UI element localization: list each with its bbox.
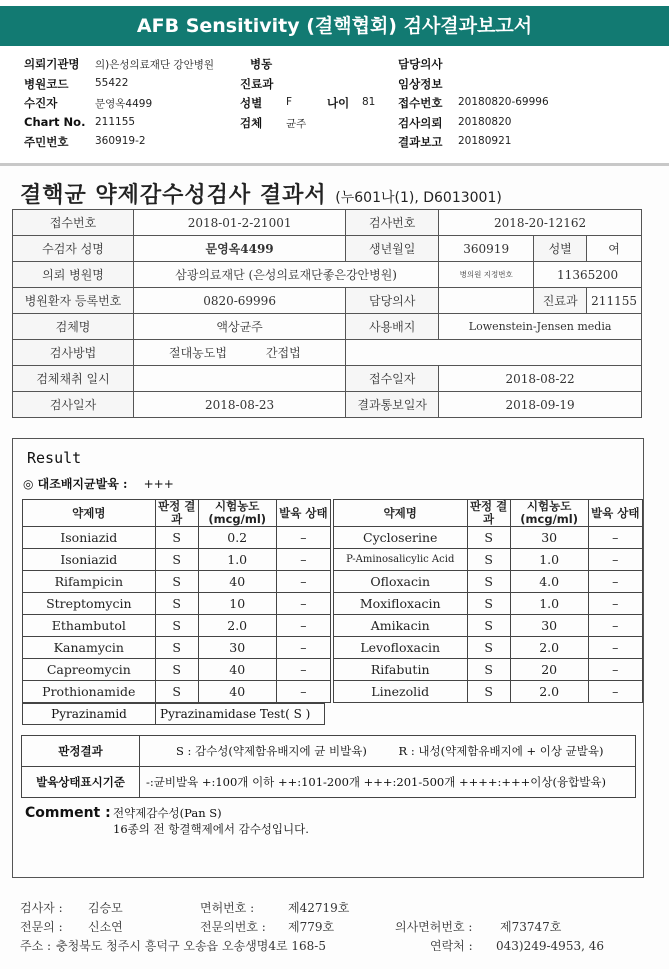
- sex-value: F: [286, 96, 293, 108]
- drug-concentration: 30: [198, 637, 276, 659]
- drug-growth: –: [276, 659, 330, 681]
- col-drug-left: 약제명: [23, 500, 156, 527]
- drug-name: Prothionamide: [23, 681, 156, 703]
- accept-date: 2018-08-22: [439, 366, 642, 392]
- drug-result: S: [467, 615, 510, 637]
- drug-concentration: 40: [198, 571, 276, 593]
- culture-growth: [23, 475, 174, 492]
- dob: 360919: [439, 236, 534, 262]
- ward-label: 병동: [250, 57, 273, 71]
- drug-name: Ethambutol: [23, 615, 156, 637]
- drug-growth: –: [588, 681, 642, 703]
- drug-name: Levofloxacin: [333, 637, 467, 659]
- header-info: [0, 52, 669, 156]
- specialist-label: 전문의 :: [20, 920, 63, 934]
- specialist-license: 제779호: [288, 920, 335, 934]
- result-box: [12, 438, 644, 878]
- comment-line-1: 전약제감수성(Pan S): [113, 806, 222, 820]
- reg-no-label: 병원환자 등록번호: [13, 288, 134, 314]
- report-title: [20, 178, 502, 209]
- license-label: 면허번호 :: [200, 901, 255, 915]
- doctor-label: 담당의사: [346, 288, 439, 314]
- drug-result: S: [467, 571, 510, 593]
- col-growth-right: 발육 상태: [588, 500, 642, 527]
- specimen-value: 균주: [286, 118, 307, 130]
- contact: 043)249-4953, 46: [496, 939, 604, 953]
- resident-no-label: 주민번호: [24, 135, 69, 149]
- drug-result: S: [155, 681, 198, 703]
- sex-label: 성별: [240, 96, 263, 110]
- drug-name: Rifampicin: [23, 571, 156, 593]
- collector-label: 수진자: [24, 96, 58, 110]
- doctor-license-label: 의사면허번호 :: [395, 920, 473, 934]
- dept-label: 진료과: [534, 288, 587, 314]
- drug-name: Amikacin: [333, 615, 467, 637]
- report-date-label: 결과보고: [398, 135, 443, 149]
- drug-growth: –: [588, 527, 642, 549]
- method-empty: [346, 340, 642, 366]
- doctor-label: 담당의사: [398, 57, 443, 71]
- drug-growth: –: [276, 637, 330, 659]
- notify-label: 결과통보일자: [346, 392, 439, 418]
- resident-no-value: 360919-2: [95, 135, 146, 147]
- specimen: 액상균주: [134, 314, 346, 340]
- hospital-label: 의뢰 병원명: [13, 262, 134, 288]
- dept-label: 진료과: [240, 77, 274, 91]
- drug-result: S: [467, 659, 510, 681]
- collect-value: [134, 366, 346, 392]
- specimen-label: 검체명: [13, 314, 134, 340]
- drug-name: Isoniazid: [23, 527, 156, 549]
- method-absolute: 절대농도법: [134, 340, 262, 366]
- table-row: [23, 681, 643, 703]
- receipt-no-label: 접수번호: [13, 210, 134, 236]
- growth-legend-text: -:균비발육 +:100개 이하 ++:101-200개 +++:201-500개 ++++:+++이상(융합발육): [140, 767, 636, 798]
- hospital-code-label: 병원코드: [24, 77, 69, 91]
- drug-concentration: 40: [198, 681, 276, 703]
- institution-value: 의)은성의료재단 강안병원: [95, 59, 215, 71]
- drug-concentration: 2.0: [510, 637, 588, 659]
- hospital-code-value: 55422: [95, 77, 129, 89]
- drug-rows: [23, 527, 643, 703]
- examiner-label: 검사자 :: [20, 901, 63, 915]
- drug-growth: –: [276, 681, 330, 703]
- test-no-label: 검사번호: [346, 210, 439, 236]
- judge-r: R : 내성(약제함유배지에 + 이상 균발육): [398, 744, 604, 758]
- drug-result: S: [155, 615, 198, 637]
- test-no: 2018-20-12162: [439, 210, 642, 236]
- drug-concentration: 30: [510, 527, 588, 549]
- drug-growth: –: [588, 637, 642, 659]
- collector-value: 문영옥4499: [95, 98, 153, 110]
- pyrazinamid-row: [22, 703, 325, 725]
- drug-growth: –: [588, 615, 642, 637]
- drug-name: Linezolid: [333, 681, 467, 703]
- report-banner: AFB Sensitivity (결핵협회) 검사결과보고서: [0, 6, 669, 46]
- col-conc-right: 시험농도 (mcg/ml): [510, 500, 588, 527]
- method-label: 검사방법: [13, 340, 134, 366]
- col-conc-left: 시험농도 (mcg/ml): [198, 500, 276, 527]
- drug-concentration: 0.2: [198, 527, 276, 549]
- table-row: [23, 527, 643, 549]
- drug-result: S: [155, 571, 198, 593]
- culture-label: ◎ 대조배지균발육 :: [23, 477, 128, 491]
- doctor-value: [439, 288, 534, 314]
- drug-name: Ofloxacin: [333, 571, 467, 593]
- chart-no-label: Chart No.: [24, 115, 86, 129]
- pyrazinamid-result: Pyrazinamidase Test( S ): [156, 704, 325, 725]
- table-row: [23, 593, 643, 615]
- drug-name: Rifabutin: [333, 659, 467, 681]
- report-subtitle: (누601나(1), D6013001): [335, 190, 502, 206]
- drug-growth: –: [588, 549, 642, 571]
- drug-growth: –: [276, 527, 330, 549]
- drug-name: Streptomycin: [23, 593, 156, 615]
- drug-name: P-Aminosalicylic Acid: [333, 549, 467, 571]
- judge-s: S : 감수성(약제함유배지에 균 비발육): [176, 744, 367, 758]
- drug-concentration: 1.0: [510, 549, 588, 571]
- designated-no: 11365200: [534, 262, 642, 288]
- comment-line-2: 16종의 전 항결핵제에서 감수성입니다.: [113, 822, 309, 836]
- col-drug-right: 약제명: [333, 500, 467, 527]
- drug-result: S: [155, 527, 198, 549]
- drug-result: S: [155, 593, 198, 615]
- col-judge-left: 판정 결과: [155, 500, 198, 527]
- drug-name: Moxifloxacin: [333, 593, 467, 615]
- accept-label: 접수일자: [346, 366, 439, 392]
- drug-growth: –: [276, 615, 330, 637]
- age-value: 81: [362, 96, 376, 108]
- chart-no-value: 211155: [95, 116, 136, 128]
- drug-result: S: [467, 527, 510, 549]
- test-date: 2018-08-23: [134, 392, 346, 418]
- table-row: [23, 549, 643, 571]
- drug-concentration: 30: [510, 615, 588, 637]
- sex-label: 성별: [534, 236, 587, 262]
- specialist-license-label: 전문의번호 :: [200, 920, 266, 934]
- drug-growth: –: [276, 571, 330, 593]
- table-row: [23, 571, 643, 593]
- hospital: 삼광의료재단 (은성의료재단좋은강안병원): [134, 262, 439, 288]
- specialist: 신소연: [88, 920, 123, 934]
- table-row: [23, 615, 643, 637]
- drug-result: S: [155, 637, 198, 659]
- drug-concentration: 2.0: [198, 615, 276, 637]
- address: 충청북도 청주시 흥덕구 오송읍 오송생명4로 168-5: [56, 939, 326, 953]
- address-label: 주소 :: [20, 939, 52, 953]
- col-judge-right: 판정 결과: [467, 500, 510, 527]
- comment-text: [113, 805, 593, 837]
- drug-growth: –: [276, 593, 330, 615]
- drug-result: S: [155, 659, 198, 681]
- drug-result: S: [467, 549, 510, 571]
- drug-concentration: 1.0: [510, 593, 588, 615]
- culture-value: +++: [143, 477, 174, 491]
- drug-result: S: [467, 593, 510, 615]
- drug-concentration: 2.0: [510, 681, 588, 703]
- collect-label: 검체채취 일시: [13, 366, 134, 392]
- institution-label: 의뢰기관명: [24, 57, 80, 71]
- pyrazinamid-name: Pyrazinamid: [23, 704, 156, 725]
- patient-label: 수검자 성명: [13, 236, 134, 262]
- patient-info-table: [12, 209, 642, 418]
- drug-concentration: 40: [198, 659, 276, 681]
- result-title: Result: [27, 449, 82, 467]
- table-row: [23, 659, 643, 681]
- medium: Lowenstein-Jensen media: [439, 314, 642, 340]
- license: 제42719호: [288, 901, 350, 915]
- report-title-text: 결핵균 약제감수성검사 결과서: [20, 183, 327, 208]
- drug-name: Kanamycin: [23, 637, 156, 659]
- col-growth-left: 발육 상태: [276, 500, 330, 527]
- table-row: [23, 637, 643, 659]
- drug-name: Capreomycin: [23, 659, 156, 681]
- drug-result: S: [467, 681, 510, 703]
- drug-result: S: [467, 637, 510, 659]
- receipt-no-value: 20180820-69996: [458, 96, 549, 108]
- drug-sensitivity-table: [22, 499, 643, 703]
- medium-label: 사용배지: [346, 314, 439, 340]
- sex: 여: [587, 236, 642, 262]
- request-value: 20180820: [458, 116, 512, 128]
- drug-result: S: [155, 549, 198, 571]
- drug-growth: –: [588, 593, 642, 615]
- examiner: 김승모: [88, 901, 123, 915]
- receipt-no: 2018-01-2-21001: [134, 210, 346, 236]
- request-label: 검사의뢰: [398, 116, 443, 130]
- legend-table: [21, 735, 636, 798]
- drug-concentration: 4.0: [510, 571, 588, 593]
- clinical-info-label: 임상정보: [398, 77, 443, 91]
- drug-growth: –: [588, 571, 642, 593]
- patient-name: 문영옥4499: [134, 236, 346, 262]
- drug-name: Cycloserine: [333, 527, 467, 549]
- dob-label: 생년월일: [346, 236, 439, 262]
- method-indirect: 간접법: [262, 340, 346, 366]
- growth-legend-label: 발육상태표시기준: [22, 767, 140, 798]
- judge-legend-label: 판정결과: [22, 736, 140, 767]
- drug-concentration: 1.0: [198, 549, 276, 571]
- dept-value: 211155: [587, 288, 642, 314]
- notify-date: 2018-09-19: [439, 392, 642, 418]
- reg-no: 0820-69996: [134, 288, 346, 314]
- drug-concentration: 20: [510, 659, 588, 681]
- comment: [25, 805, 309, 836]
- specimen-label: 검체: [240, 116, 263, 130]
- receipt-no-label: 접수번호: [398, 96, 443, 110]
- report-date-value: 20180921: [458, 135, 512, 147]
- designated-label: 병의원 지정번호: [439, 262, 534, 288]
- contact-label: 연락처 :: [430, 939, 473, 953]
- test-date-label: 검사일자: [13, 392, 134, 418]
- age-label: 나이: [327, 96, 350, 110]
- scanned-report: [0, 166, 669, 969]
- drug-growth: –: [588, 659, 642, 681]
- drug-name: Isoniazid: [23, 549, 156, 571]
- drug-concentration: 10: [198, 593, 276, 615]
- comment-label: Comment :: [25, 805, 111, 821]
- judge-legend-text: [140, 736, 636, 767]
- drug-growth: –: [276, 549, 330, 571]
- doctor-license: 제73747호: [500, 920, 562, 934]
